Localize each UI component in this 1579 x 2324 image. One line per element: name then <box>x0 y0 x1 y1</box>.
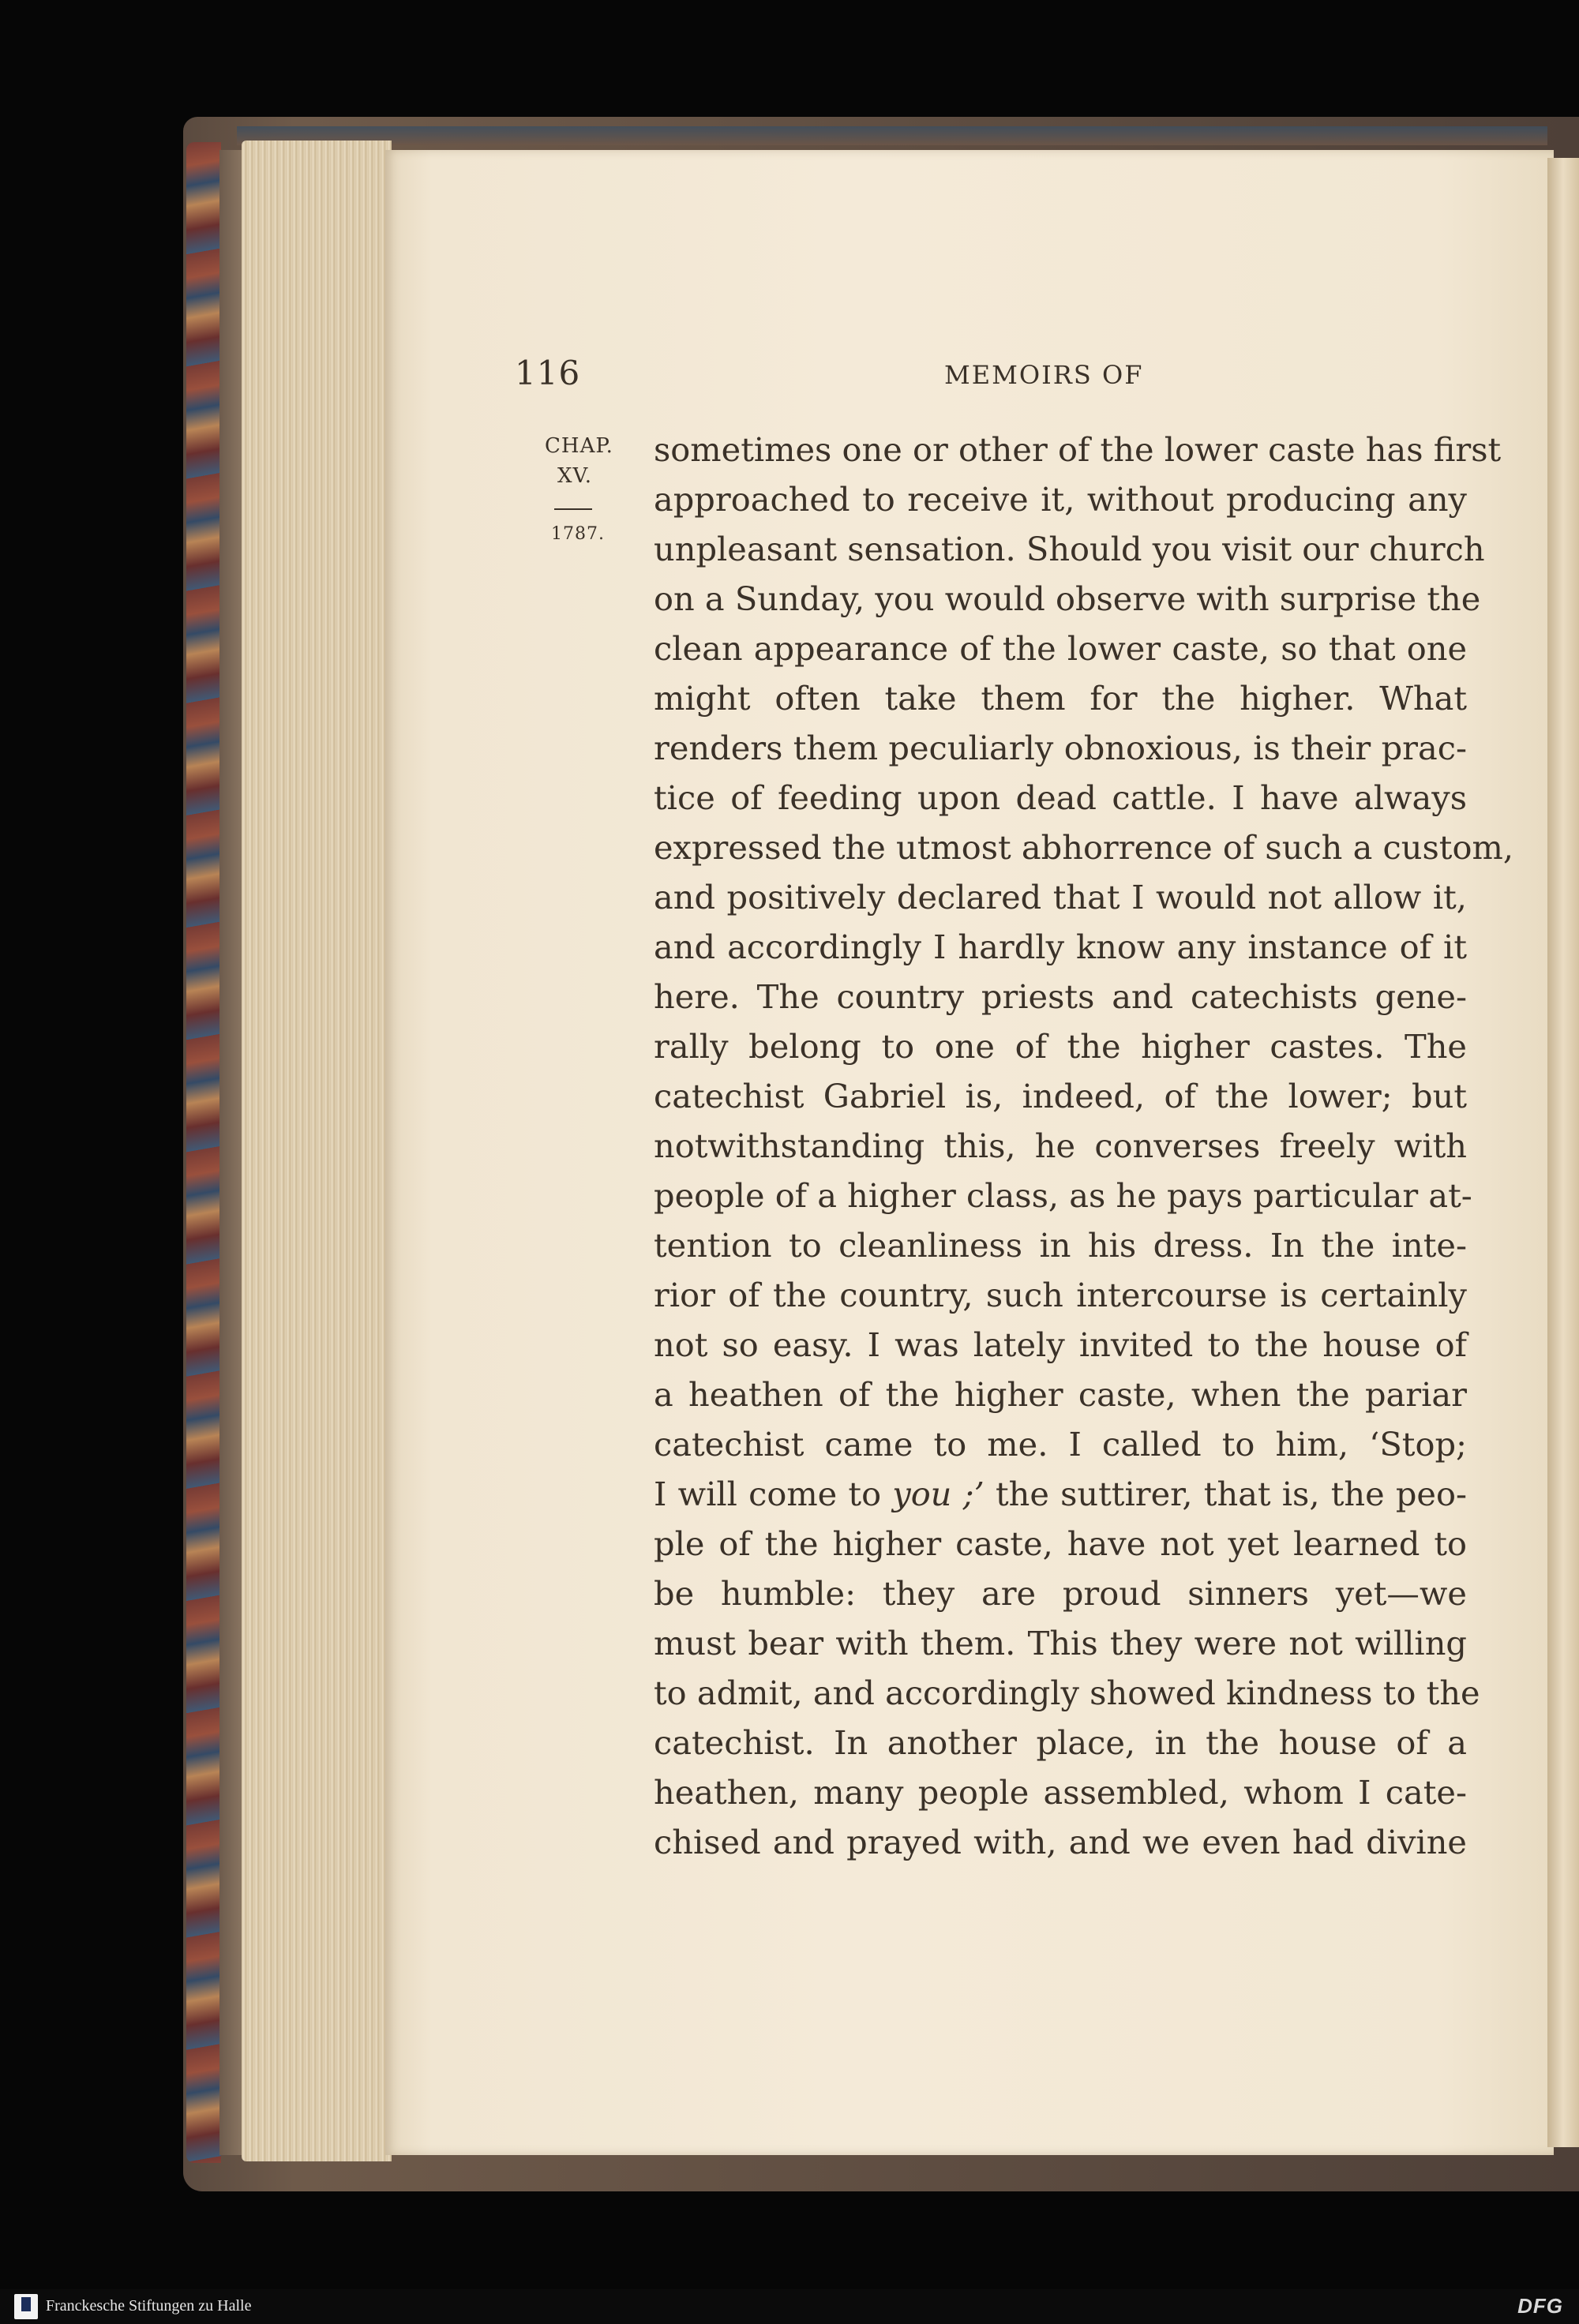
body-line: be humble: they are proud sinners yet—we <box>654 1574 1467 1613</box>
body-line: notwithstanding this, he converses freely with <box>654 1126 1467 1165</box>
body-line: expressed the utmost abhorrence of such a custom, <box>654 828 1514 867</box>
body-line: clean appearance of the lower caste, so that one <box>654 629 1467 668</box>
body-line: catechist. In another place, in the house of a <box>654 1723 1467 1762</box>
page-number: 116 <box>515 354 581 392</box>
body-line: here. The country priests and catechists gene- <box>654 977 1467 1016</box>
institution-name: Franckesche Stiftungen zu Halle <box>46 2297 252 2315</box>
body-line-rest: the suttirer, that is, the peo- <box>995 1475 1467 1513</box>
body-line: catechist Gabriel is, indeed, of the lower; but <box>654 1077 1467 1115</box>
page-stack <box>242 141 392 2161</box>
dfg-logo: DFG <box>1517 2294 1563 2318</box>
body-line: approached to receive it, without producing any <box>654 480 1467 519</box>
marbled-edge <box>186 142 221 2163</box>
body-line: catechist came to me. I called to him, ‘Stop; <box>654 1425 1467 1464</box>
top-binding-strip <box>237 126 1547 145</box>
board-edge <box>219 150 243 2155</box>
margin-year: 1787. <box>551 524 605 544</box>
body-line: must bear with them. This they were not willing <box>654 1624 1467 1662</box>
body-line: renders them peculiarly obnoxious, is their prac- <box>654 729 1467 767</box>
body-line: not so easy. I was lately invited to the house of <box>654 1325 1467 1364</box>
body-line: people of a higher class, as he pays particular at- <box>654 1176 1472 1215</box>
body-line: and accordingly I hardly know any instance of it <box>654 928 1467 966</box>
body-text <box>654 425 1514 1867</box>
body-line: unpleasant sensation. Should you visit our church <box>654 530 1485 568</box>
body-line: tention to cleanliness in his dress. In the inte- <box>654 1226 1467 1265</box>
margin-chapter-number: XV. <box>557 464 593 488</box>
body-line-italic: you ;’ <box>892 1475 985 1513</box>
body-line: ple of the higher caste, have not yet learned to <box>654 1524 1467 1563</box>
body-line: tice of feeding upon dead cattle. I have always <box>654 778 1467 817</box>
body-line: rior of the country, such intercourse is certainly <box>654 1276 1467 1314</box>
margin-chapter-label: CHAP. <box>545 434 613 458</box>
facing-page-edge <box>1547 158 1579 2147</box>
running-head: MEMOIRS OF <box>944 360 1144 390</box>
body-line-lead: I will come to <box>654 1475 893 1513</box>
body-line: chised and prayed with, and we even had divine <box>654 1823 1467 1861</box>
margin-rule <box>554 508 592 510</box>
body-line: to admit, and accordingly showed kindness to the <box>654 1674 1480 1712</box>
body-line: sometimes one or other of the lower caste has first <box>654 430 1502 469</box>
body-line: a heathen of the higher caste, when the pariar <box>654 1375 1467 1414</box>
body-line: rally belong to one of the higher castes. The <box>654 1027 1467 1066</box>
body-line: might often take them for the higher. What <box>654 679 1467 718</box>
institution-logo-mark-icon <box>21 2297 31 2311</box>
body-line: on a Sunday, you would observe with surprise the <box>654 579 1481 618</box>
body-line-with-italic <box>654 1469 1467 1519</box>
body-line: heathen, many people assembled, whom I cate- <box>654 1773 1467 1812</box>
body-line: and positively declared that I would not allow it, <box>654 878 1467 916</box>
